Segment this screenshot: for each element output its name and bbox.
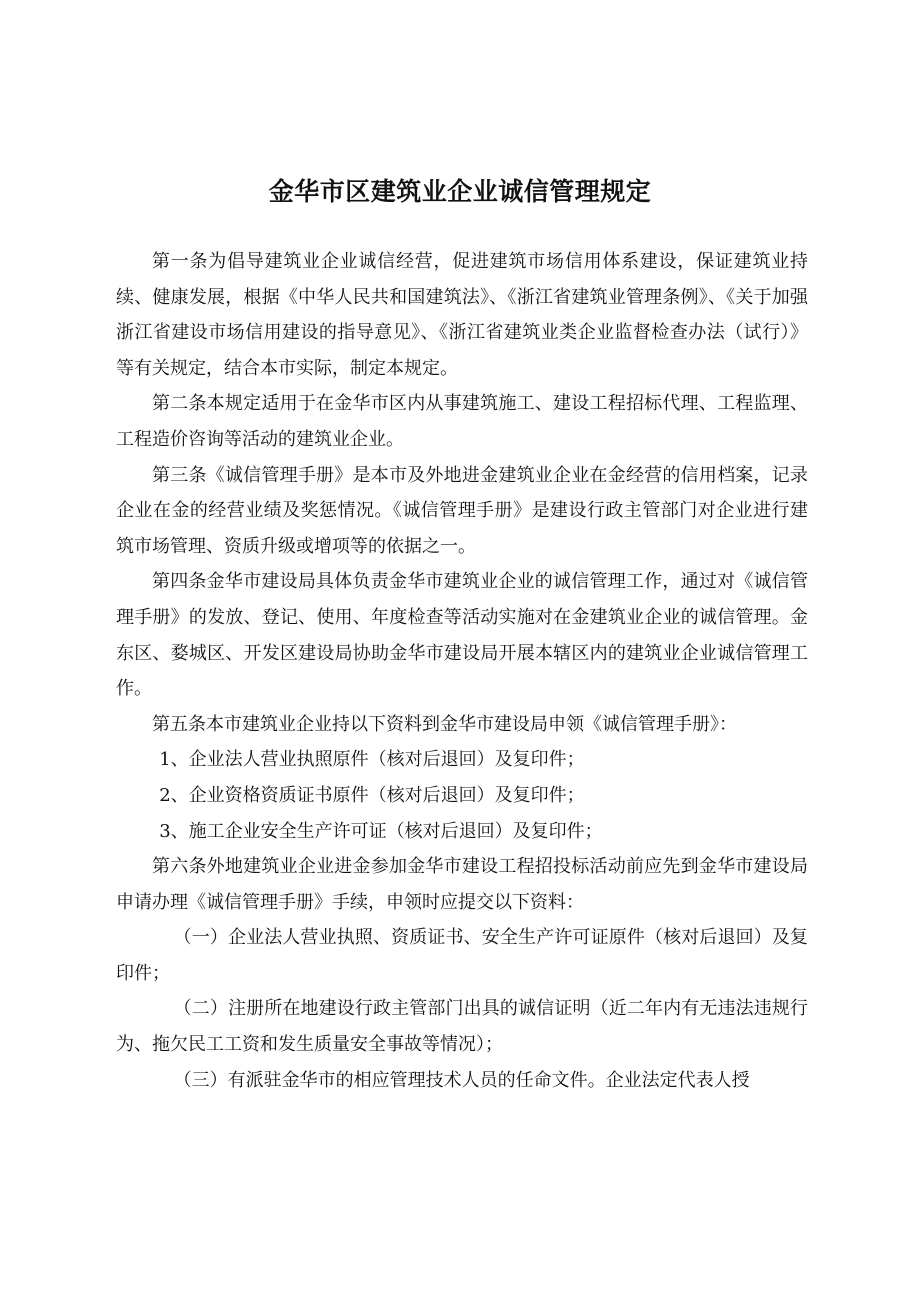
article-5-item-3: 3、施工企业安全生产许可证（核对后退回）及复印件； [159, 820, 603, 842]
article-5-item-2: 2、企业资格资质证书原件（核对后退回）及复印件； [159, 784, 585, 806]
document-body [116, 244, 808, 1098]
article-6-item-1: （一）企业法人营业执照、资质证书、安全生产许可证原件（核对后退回）及复印件； [116, 927, 808, 984]
article-6-paragraph: 第六条外地建筑业企业进金参加金华市建设工程招投标活动前应先到金华市建设局申请办理《诚信管理手册》手续，申领时应提交以下资料： [116, 856, 808, 913]
article-1-paragraph: 第一条为倡导建筑业企业诚信经营，促进建筑市场信用体系建设，保证建筑业持续、健康发展，根据《中华人民共和国建筑法》、《浙江省建筑业管理条例》、《关于加强浙江省建设市场信用建设的指导意见》、《浙江省建筑业类企业监督检查办法（试行）》等有关规定，结合本市实际，制定本规定。 [116, 251, 808, 379]
article-3-paragraph: 第三条《诚信管理手册》是本市及外地进金建筑业企业在金经营的信用档案，记录企业在金的经营业绩及奖惩情况。《诚信管理手册》是建设行政主管部门对企业进行建筑市场管理、资质升级或增项等的依据之一。 [116, 464, 808, 557]
article-6-item-3: （三）有派驻金华市的相应管理技术人员的任命文件。企业法定代表人授 [173, 1069, 750, 1091]
article-5-item-1: 1、企业法人营业执照原件（核对后退回）及复印件； [159, 749, 585, 771]
document-title: 金华市区建筑业企业诚信管理规定 [268, 177, 652, 206]
article-6-item-2: （二）注册所在地建设行政主管部门出具的诚信证明（近二年内有无违法违规行为、拖欠民工工资和发生质量安全事故等情况）； [116, 998, 808, 1056]
article-4-paragraph: 第四条金华市建设局具体负责金华市建筑业企业的诚信管理工作，通过对《诚信管理手册》的发放、登记、使用、年度检查等活动实施对在金建筑业企业的诚信管理。金东区、婺城区、开发区建设局协助金华市建设局开展本辖区内的建筑业企业诚信管理工作。 [116, 571, 808, 700]
article-2-paragraph: 第二条本规定适用于在金华市区内从事建筑施工、建设工程招标代理、工程监理、工程造价咨询等活动的建筑业企业。 [116, 393, 808, 450]
article-5-paragraph: 第五条本市建筑业企业持以下资料到金华市建设局申领《诚信管理手册》： [152, 713, 737, 735]
